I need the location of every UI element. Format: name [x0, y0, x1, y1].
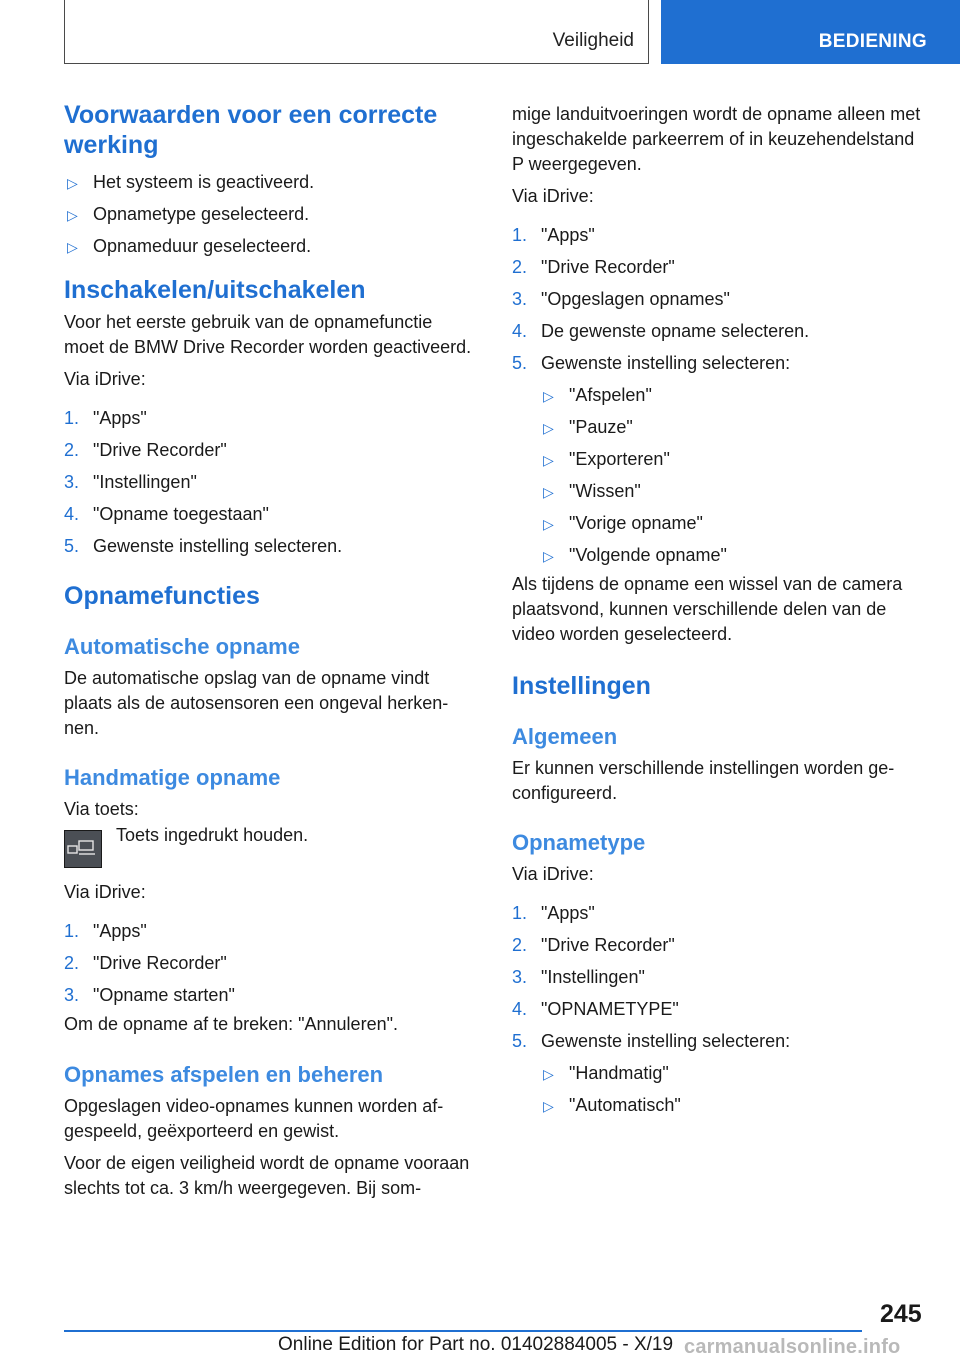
paragraph: Er kunnen verschillende instellingen worden geconfigureerd. — [512, 758, 895, 803]
list-item: 1. "Apps" — [64, 921, 147, 941]
list-item: ▷ Het systeem is geactiveerd. — [64, 170, 476, 195]
triangle-bullet-icon: ▷ — [67, 239, 78, 255]
paragraph-via-idrive: Via iDrive: — [64, 882, 146, 902]
paragraph-cancel: Om de opname af te breken: "Annuleren". — [64, 1014, 398, 1034]
list-item: ▷ "Afspelen" — [512, 383, 930, 408]
list-item: 3. "Instellingen" — [512, 967, 645, 987]
footer-edition: Online Edition for Part no. 01402884005 - X/19 — [278, 1334, 674, 1355]
triangle-bullet-icon: ▷ — [543, 1066, 554, 1082]
list-item: 5. Gewenste instelling selecteren. — [64, 536, 343, 556]
list-item: 2. "Drive Recorder" — [64, 953, 227, 973]
recording-type-options-list — [512, 1061, 930, 1118]
list-item: ▷ "Handmatig" — [512, 1061, 930, 1086]
triangle-bullet-icon: ▷ — [543, 420, 554, 436]
list-item: 3. "Opgeslagen opnames" — [512, 289, 730, 309]
paragraph: Opgeslagen video-opnames kunnen worden afgespeeld, geëxporteerd en gewist. — [64, 1096, 444, 1141]
list-item: 4. "Opname toegestaan" — [64, 504, 269, 524]
triangle-bullet-icon: ▷ — [543, 452, 554, 468]
list-item: ▷ "Wissen" — [512, 479, 930, 504]
paragraph: mige landuitvoeringen wordt de opname alleen met ingeschakelde parkeerrem of in keuzehendelstand P weergegeven. — [512, 104, 921, 174]
heading-automatic-recording: Automatische opname — [64, 634, 300, 659]
triangle-bullet-icon: ▷ — [543, 1098, 554, 1114]
paragraph: Voor de eigen veiligheid wordt de opname vooraan slechts tot ca. 3 km/h weergegeven. Bij som- — [64, 1153, 470, 1198]
heading-recording-type: Opnametype — [512, 830, 646, 855]
paragraph: De automatische opslag van de opname vindt plaats als de autosensoren een ongeval herkennen. — [64, 668, 449, 738]
triangle-bullet-icon: ▷ — [543, 516, 554, 532]
paragraph: Voor het eerste gebruik van de opnamefunctie moet de BMW Drive Recorder worden geactiveerd. — [64, 312, 472, 357]
list-item: ▷ "Automatisch" — [512, 1093, 930, 1118]
page-number: 245 — [880, 1300, 922, 1328]
triangle-bullet-icon: ▷ — [67, 175, 78, 191]
header-chapter-tab — [661, 0, 960, 64]
list-item: 4. De gewenste opname selecteren. — [512, 321, 810, 341]
left-column — [64, 100, 476, 1201]
heading-manual-recording: Handmatige opname — [64, 765, 281, 790]
list-item: 2. "Drive Recorder" — [512, 935, 675, 955]
steps-list — [512, 901, 930, 1054]
steps-list — [64, 919, 476, 1008]
list-item: 2. "Drive Recorder" — [64, 440, 227, 460]
triangle-bullet-icon: ▷ — [67, 207, 78, 223]
list-item: 2. "Drive Recorder" — [512, 257, 675, 277]
drive-recorder-key-icon — [64, 830, 102, 868]
requirements-list — [64, 170, 476, 259]
triangle-bullet-icon: ▷ — [543, 388, 554, 404]
list-item: 3. "Opname starten" — [64, 985, 235, 1005]
triangle-bullet-icon: ▷ — [543, 548, 554, 564]
right-column — [512, 102, 930, 1125]
heading-playback-manage: Opnames afspelen en beheren — [64, 1062, 384, 1087]
paragraph-via-idrive: Via iDrive: — [512, 186, 594, 206]
list-item: ▷ "Volgende opname" — [512, 543, 930, 568]
steps-list — [512, 223, 930, 376]
list-item: 1. "Apps" — [512, 225, 595, 245]
steps-list — [64, 406, 476, 559]
heading-correct-operation: Voorwaarden voor een correcte werking — [64, 101, 438, 159]
paragraph-via-idrive: Via iDrive: — [512, 864, 594, 884]
playback-options-list — [512, 383, 930, 568]
triangle-bullet-icon: ▷ — [543, 484, 554, 500]
heading-settings: Instellingen — [512, 672, 651, 700]
list-item: ▷ Opnametype geselecteerd. — [64, 202, 476, 227]
list-item: 4. "OPNAMETYPE" — [512, 999, 679, 1019]
watermark-text: carmanualsonline.info — [684, 1336, 901, 1358]
heading-switch-on-off: Inschakelen/uitschakelen — [64, 276, 366, 304]
header-section-label: Veiligheid — [552, 30, 634, 51]
list-item: 1. "Apps" — [64, 408, 147, 428]
list-item: 5. Gewenste instelling selecteren: — [512, 1031, 791, 1051]
list-item: ▷ "Pauze" — [512, 415, 930, 440]
header-chapter-label: BEDIENING — [818, 31, 927, 52]
paragraph-via-idrive: Via iDrive: — [64, 369, 146, 389]
list-item: 1. "Apps" — [512, 903, 595, 923]
list-item: ▷ "Exporteren" — [512, 447, 930, 472]
list-item: 3. "Instellingen" — [64, 472, 197, 492]
list-item: 5. Gewenste instelling selecteren: — [512, 353, 791, 373]
footer-divider — [64, 1330, 862, 1332]
list-item: ▷ "Vorige opname" — [512, 511, 930, 536]
header-section-box — [64, 0, 649, 64]
heading-recording-functions: Opnamefuncties — [64, 582, 260, 610]
list-item: ▷ Opnameduur geselecteerd. — [64, 234, 476, 259]
heading-general: Algemeen — [512, 724, 618, 749]
paragraph-via-key: Via toets: — [64, 799, 139, 819]
paragraph: Als tijdens de opname een wissel van de camera plaatsvond, kunnen verschillende delen van de video worden geselecteerd. — [512, 574, 903, 644]
key-instruction — [64, 825, 476, 872]
key-hold-text: Toets ingedrukt houden. — [116, 825, 309, 845]
